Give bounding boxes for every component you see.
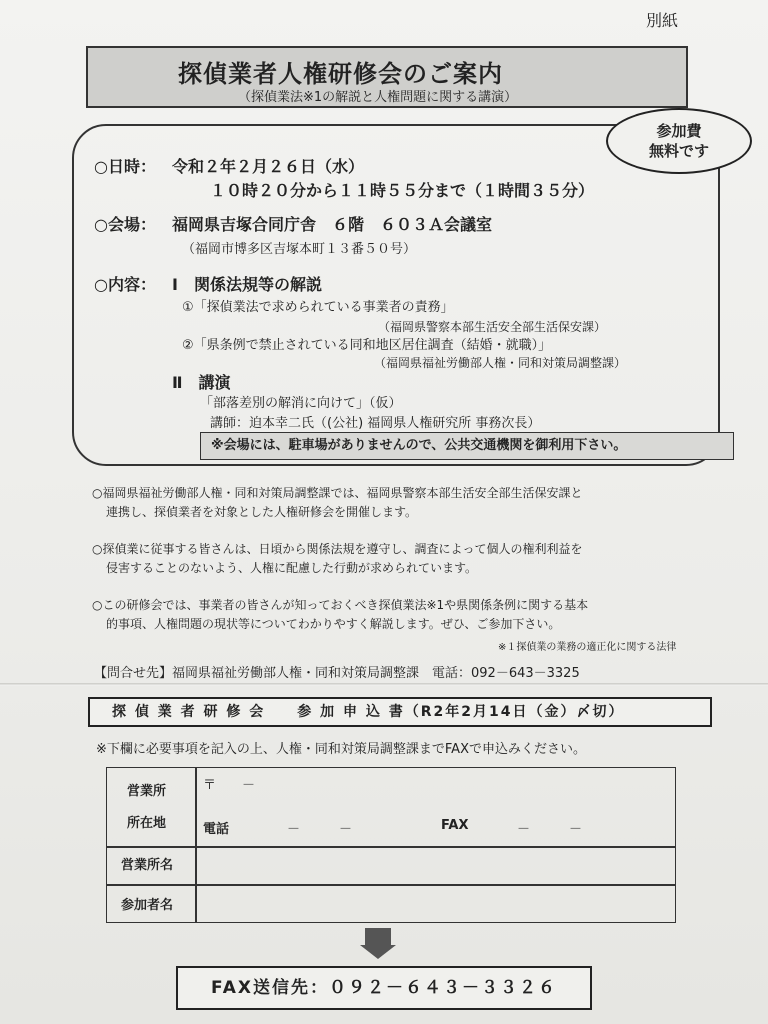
paragraph-1-line1: ○福岡県福祉労働部人権・同和対策局調整課では、福岡県警察本部生活安全部生活保安課と — [92, 486, 583, 500]
phone-field[interactable]: － － — [287, 822, 353, 837]
lecture-title: 「部落差別の解消に向けて」（仮） — [200, 396, 402, 411]
row-office-label-a: 営業所 — [127, 784, 167, 799]
datetime-label: ○日時： — [94, 157, 156, 176]
fee-badge-line2: 無料です — [648, 142, 709, 160]
venue-name: 福岡県吉塚合同庁舎 ６階 ６０３Ａ会議室 — [172, 215, 493, 234]
office-name-field[interactable] — [197, 848, 675, 884]
contents-label: ○内容： — [94, 275, 156, 294]
paragraph-2-line2: 侵害することのないよう、人権に配慮した行動が求められています。 — [106, 561, 478, 575]
paragraph-1-line2: 連携し、探偵業者を対象とした人権研修会を開催します。 — [106, 505, 418, 519]
title-banner — [86, 46, 688, 108]
down-arrow-head-icon — [360, 945, 396, 959]
application-form-table — [106, 767, 676, 923]
paragraph-2-line1: ○探偵業に従事する皆さんは、日頃から関係法規を遵守し、調査によって個人の権利利益を — [92, 542, 583, 556]
fax-field[interactable]: － － — [517, 822, 583, 837]
lecturer: 講師：迫本幸二氏（(公社) 福岡県人権研究所 事務次長） — [210, 416, 541, 431]
page-title: 探偵業者人権研修会のご案内 — [178, 60, 503, 88]
datetime-time: １０時２０分から１１時５５分まで（１時間３５分） — [210, 181, 595, 200]
contact-info: 【問合せ先】福岡県福祉労働部人権・同和対策局調整課 電話：092－643－3325 — [94, 666, 580, 681]
contents-item2: ②「県条例で禁止されている同和地区居住調査（結婚・就職）」 — [182, 338, 552, 353]
contents-item1: ①「探偵業法で求められている事業者の責務」 — [182, 300, 454, 315]
paragraph-3-line2: 的事項、人権問題の現状等についてわかりやすく解説します。ぜひ、ご参加下さい。 — [106, 617, 561, 631]
row-office-label-b: 所在地 — [127, 816, 167, 831]
participant-name-field[interactable] — [197, 886, 675, 922]
phone-label: 電話 — [203, 822, 230, 837]
page-subtitle: （探偵業法※1の解説と人権問題に関する講演） — [238, 90, 518, 105]
fax-label: FAX — [441, 818, 469, 833]
contents-item2-org: （福岡県福祉労働部人権・同和対策局調整課） — [374, 356, 627, 370]
down-arrow-icon — [365, 928, 391, 946]
application-header: 探 偵 業 者 研 修 会 参 加 申 込 書（R2年2月14日（金）〆切） — [88, 697, 712, 727]
fee-badge-line1: 参加費 — [656, 122, 702, 140]
application-instruction: ※下欄に必要事項を記入の上、人権・同和対策局調整課までFAXで申込みください。 — [96, 742, 586, 757]
fax-destination: FAX送信先：０９２－６４３－３３２６ — [176, 966, 592, 1010]
row-office-name-label: 営業所名 — [121, 858, 174, 873]
footnote: ※１探偵業の業務の適正化に関する法律 — [498, 642, 677, 653]
contents-item1-org: （福岡県警察本部生活安全部生活保安課） — [378, 320, 607, 334]
datetime-date: 令和２年２月２６日（水） — [172, 157, 365, 176]
venue-label: ○会場： — [94, 215, 156, 234]
paper-fold — [0, 683, 768, 686]
parking-notice: ※会場には、駐車場がありませんので、公共交通機関を御利用下さい。 — [200, 432, 734, 460]
fee-badge — [606, 108, 752, 174]
contents-section1-title: Ⅰ 関係法規等の解説 — [172, 275, 322, 294]
venue-address: （福岡市博多区吉塚本町１３番５０号） — [182, 242, 417, 257]
paragraph-3-line1: ○この研修会では、事業者の皆さんが知っておくべき探偵業法※1や県関係条例に関する基本 — [92, 598, 589, 612]
contents-section2-title: Ⅱ 講演 — [172, 373, 231, 392]
row-participant-label: 参加者名 — [121, 898, 174, 913]
attachment-label: 別紙 — [646, 11, 679, 30]
postal-code-field[interactable]: 〒 － — [203, 778, 256, 793]
